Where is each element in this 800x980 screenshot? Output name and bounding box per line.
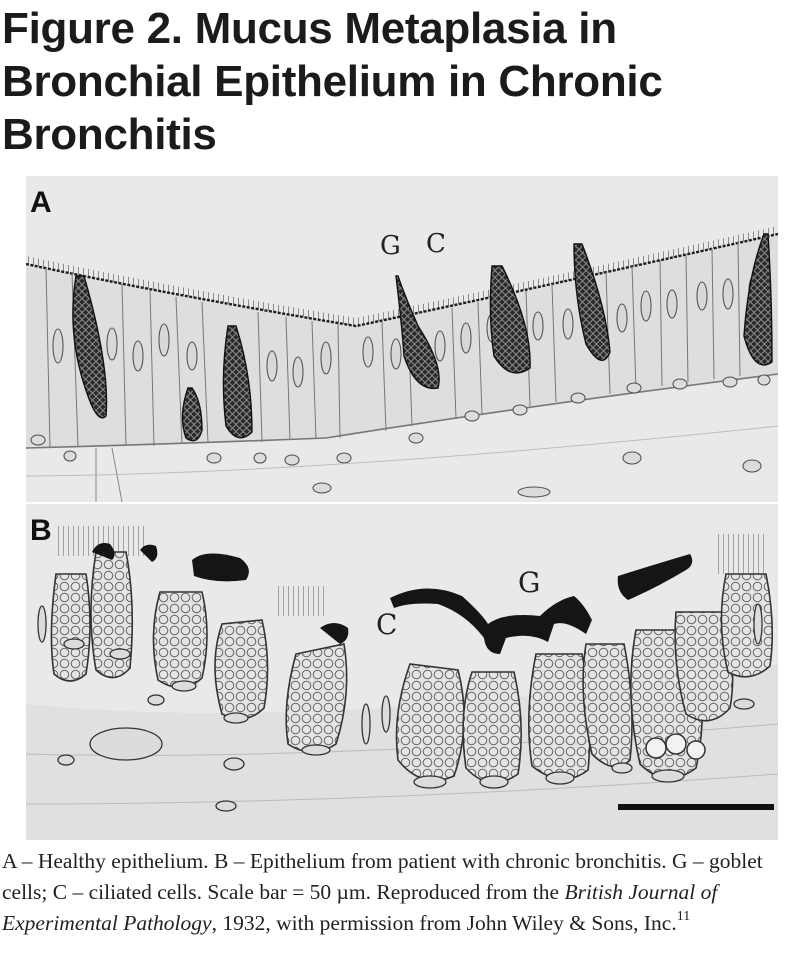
caption-journal: British Journal of Experimental Pathology [2, 880, 718, 935]
panel-a-goblet-marker: G [380, 231, 401, 261]
panel-a-label: A [30, 186, 52, 219]
panel-b-label: B [30, 514, 52, 547]
panel-b [26, 504, 778, 840]
panel-b-goblet-marker: G [518, 566, 541, 599]
figure-illustration [26, 176, 778, 840]
figure-caption [2, 846, 798, 939]
caption-text-2: , 1932, with permission from John Wiley & Sons, Inc. [211, 911, 677, 935]
caption-reference: 11 [676, 908, 691, 924]
figure-title: Figure 2. Mucus Metaplasia in Bronchial Epithelium in Chronic Bronchitis [2, 4, 663, 159]
scale-bar [618, 804, 774, 810]
panel-b-ciliated-marker: C [376, 608, 398, 641]
panel-a [26, 176, 778, 502]
caption-text-1: A – Healthy epithelium. B – Epithelium from patient with chronic bronchitis. G – goblet cells; C – ciliated cells. Scale bar = 50 µm. Reproduced from the [2, 849, 763, 904]
panel-a-ciliated-marker: C [426, 229, 446, 259]
